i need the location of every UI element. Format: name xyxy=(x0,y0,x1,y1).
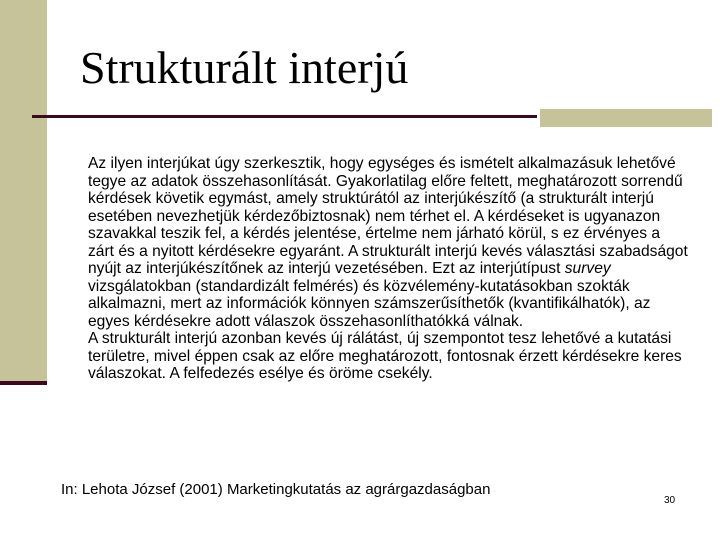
source-citation: In: Lehota József (2001) Marketingkutatás az agrárgazdaságban xyxy=(61,481,491,498)
title-divider-line xyxy=(32,115,537,118)
body-paragraph-1-emphasis: survey xyxy=(564,260,611,277)
slide-title: Strukturált interjú xyxy=(80,42,409,93)
decorative-title-block xyxy=(540,109,712,127)
page-number: 30 xyxy=(664,495,676,506)
decorative-left-bar-foot xyxy=(0,381,47,385)
body-paragraph-1-start: Az ilyen interjúkat úgy szerkesztik, hogy egységes és ismételt alkalmazásuk lehetővé tegye az adatok összehasonlítását. Gyakorlatilag előre feltett, meghatározott sorrendű kérdések követik egymást, amely struktúrától az interjúkészítő (a strukturált interjú esetében nevezhetjük kérdezőbiztosnak) nem térhet el. A kérdéseket is ugyanazon szavakkal teszik fel, a kérdés jelentése, értelme nem járható körül, s ez érvényes a zárt és a nyitott kérdésekre egyaránt. A strukturált interjú kevés választási szabadságot nyújt az interjúkészítőnek az interjú vezetésében. Ezt az interjútípust xyxy=(88,155,688,277)
slide-body xyxy=(88,155,688,383)
body-paragraph-1-end: vizsgálatokban (standardizált felmérés) és közvélemény-kutatásokban szokták alkalmazni, mert az információk könnyen számszerűsíthetők (kvantifikálhatók), az egyes kérdésekre adott válaszok összehasonlíthatókká válnak. xyxy=(88,277,651,330)
decorative-left-bar xyxy=(0,0,47,383)
body-paragraph-1 xyxy=(88,155,688,330)
body-paragraph-2: A strukturált interjú azonban kevés új rálátást, új szempontot tesz lehetővé a kutatási területre, mivel éppen csak az előre meghatározott, fontosnak érzett kérdésekre keres válaszokat. A felfedezés esélye és öröme csekély. xyxy=(88,330,682,382)
